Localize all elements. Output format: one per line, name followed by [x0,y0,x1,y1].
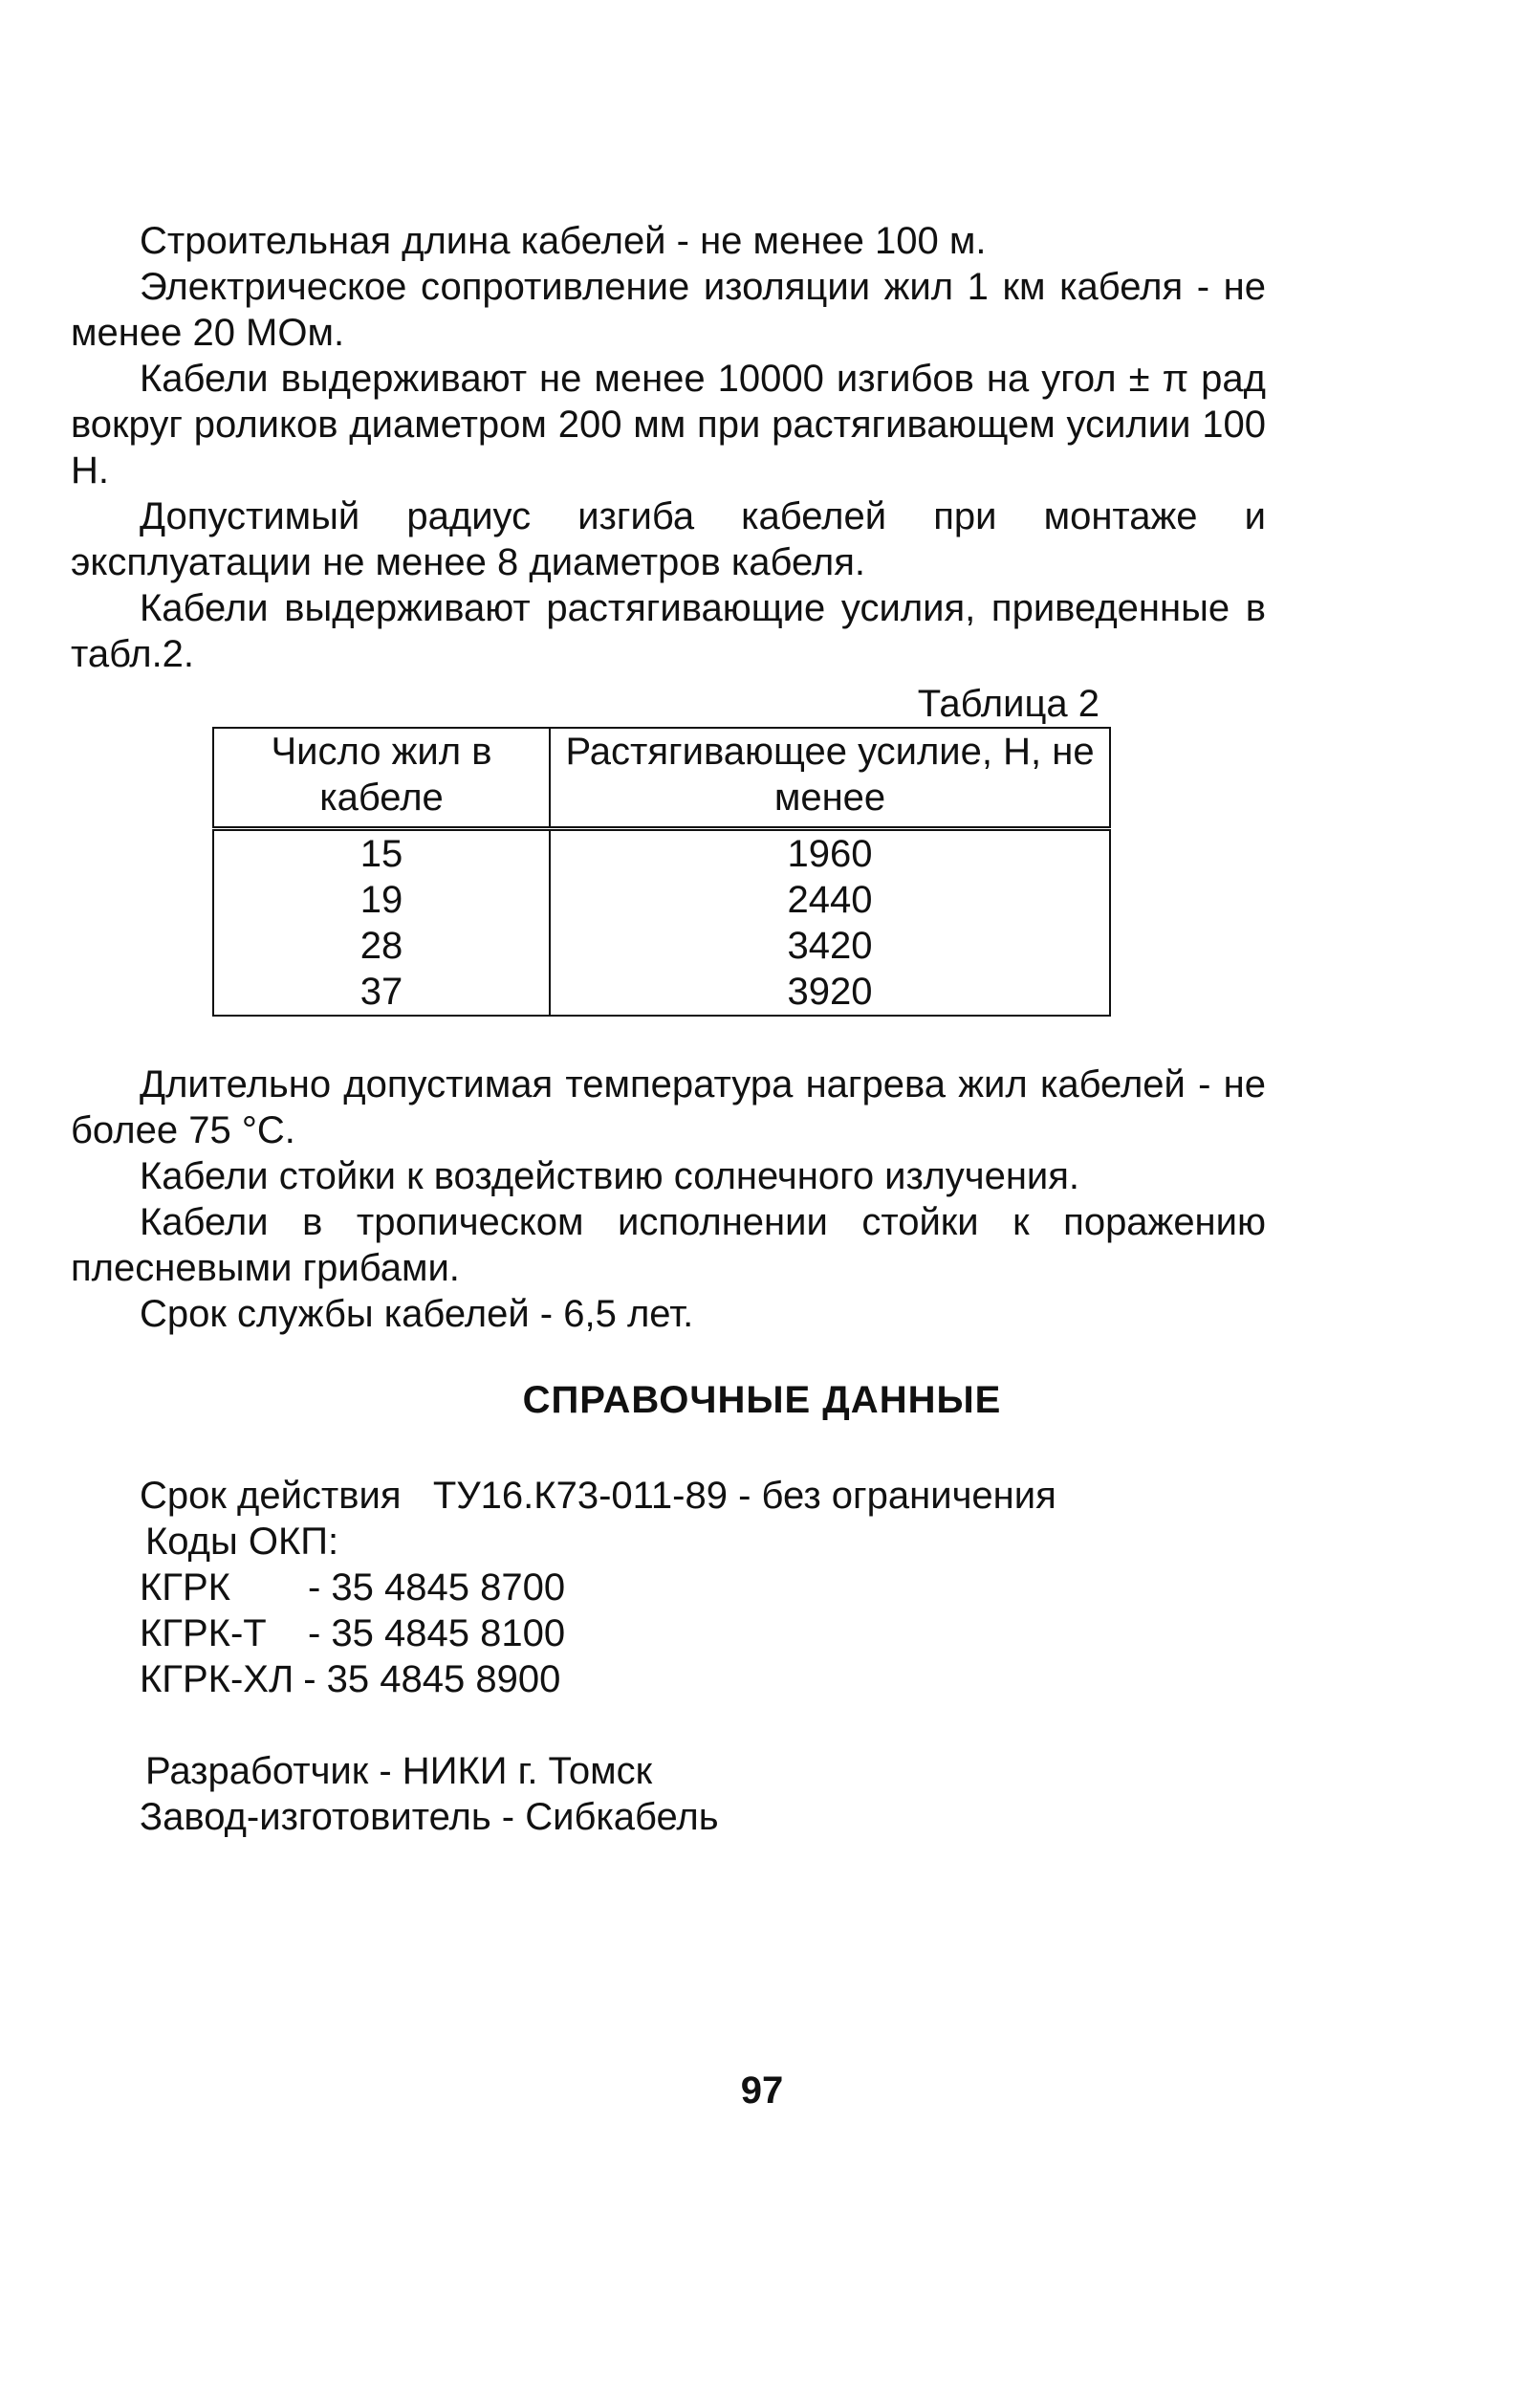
cell-tensile-force: 2440 [550,877,1110,923]
okp-code-value: - 35 4845 8100 [308,1612,566,1654]
table-row [213,877,1110,923]
tensile-table-wrapper [212,727,1111,1017]
okp-code-value: - 35 4845 8900 [303,1658,561,1700]
table-row [213,969,1110,1016]
section-title: СПРАВОЧНЫЕ ДАННЫЕ [522,1379,1002,1421]
manufacturer-line: Завод-изготовитель - Сибкабель [140,1796,719,1838]
intro-text-block [71,218,1266,677]
paragraph-max-temperature: Длительно допустимая температура нагрева жил кабелей - не более 75 °С. [71,1063,1266,1151]
cell-tensile-force: 3420 [550,923,1110,969]
developer-line: Разработчик - НИКИ г. Томск [145,1750,653,1792]
okp-code-row [140,1565,1056,1610]
header-core-count: Число жил в кабеле [213,728,550,829]
paragraph-insulation-resistance: Электрическое сопротивление изоляции жил 1 км кабеля - не менее 20 МОм. [71,266,1266,354]
okp-code-value: - 35 4845 8700 [308,1566,566,1609]
okp-code-row [140,1610,1056,1656]
validity-line: Срок действия ТУ16.К73-011-89 - без ограничения [140,1475,1056,1517]
developer-block [140,1748,719,1840]
cell-core-count: 15 [213,829,550,878]
cell-core-count: 28 [213,923,550,969]
okp-codes-label: Коды ОКП: [145,1521,339,1563]
paragraph-bending-radius: Допустимый радиус изгиба кабелей при монтаже и эксплуатации не менее 8 диаметров кабеля. [71,495,1266,583]
page-number: 97 [740,2069,784,2112]
paragraph-fungus-resistance: Кабели в тропическом исполнении стойки к поражению плесневыми грибами. [71,1201,1266,1289]
properties-text-block [71,1062,1266,1337]
table-header-row [213,728,1110,829]
paragraph-bending-cycles: Кабели выдерживают не менее 10000 изгибов на угол ± π рад вокруг роликов диаметром 200 мм при растягивающем усилии 100 Н. [71,358,1266,492]
cell-tensile-force: 3920 [550,969,1110,1016]
table-caption: Таблица 2 [917,683,1099,725]
reference-block [140,1473,1056,1702]
paragraph-tensile-reference: Кабели выдерживают растягивающие усилия, приведенные в табл.2. [71,587,1266,675]
header-tensile-force: Растягивающее усилие, Н, не менее [550,728,1110,829]
table-row [213,923,1110,969]
okp-code-name: КГРК-ХЛ [140,1658,294,1700]
paragraph-solar-resistance: Кабели стойки к воздействию солнечного излучения. [140,1155,1080,1197]
paragraph-service-life: Срок службы кабелей - 6,5 лет. [140,1293,694,1335]
okp-code-name: КГРК [140,1566,230,1609]
table-row [213,829,1110,878]
okp-code-name: КГРК-Т [140,1612,267,1654]
okp-code-row [140,1656,1056,1702]
cell-core-count: 19 [213,877,550,923]
tensile-force-table [212,727,1111,1017]
cell-tensile-force: 1960 [550,829,1110,878]
cell-core-count: 37 [213,969,550,1016]
paragraph-construction-length: Строительная длина кабелей - не менее 100 м. [140,220,987,262]
